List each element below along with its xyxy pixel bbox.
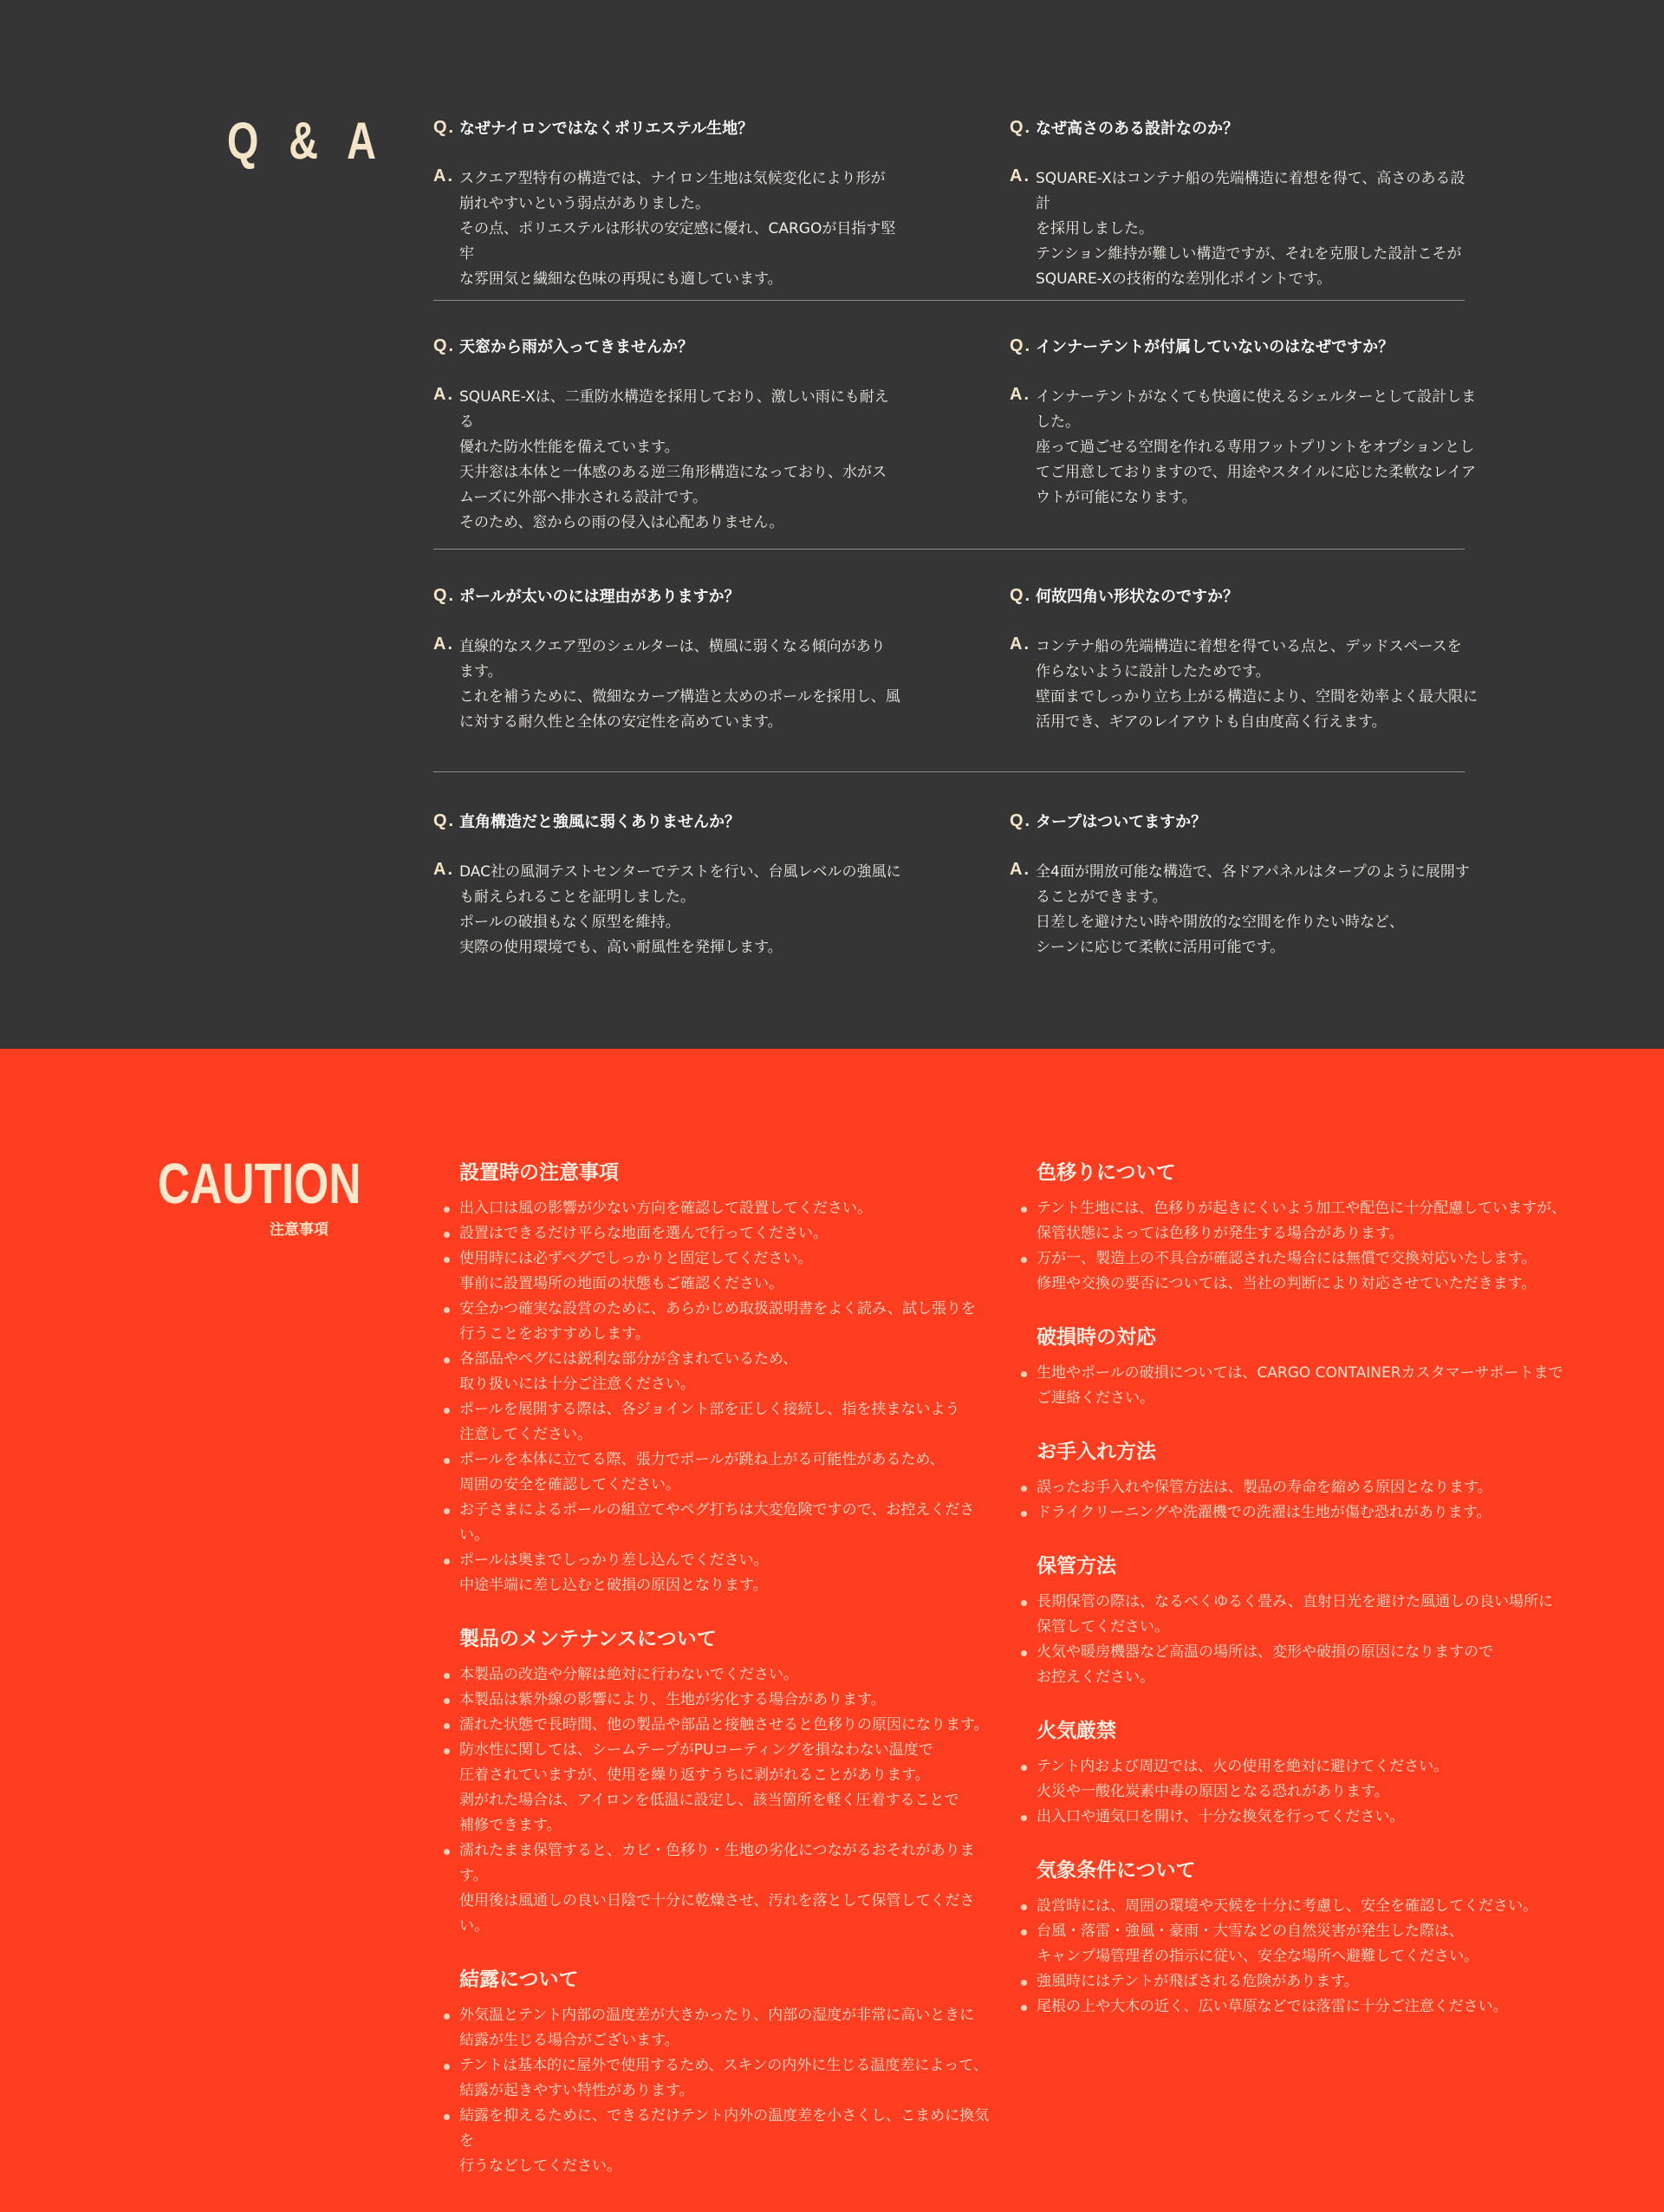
caution-section-block: [442, 1965, 997, 2179]
q-marker: Q.: [433, 118, 456, 137]
bullet-dot-icon: [1021, 1486, 1027, 1492]
caution-item-text: 本製品の改造や分解は絶対に行わないでください。: [459, 1666, 798, 1683]
caution-list-item: [442, 1221, 997, 1246]
bullet-dot-icon: [1021, 1815, 1027, 1821]
a-marker: A.: [1010, 860, 1030, 879]
caution-section-block: [1019, 1437, 1574, 1526]
q-marker: Q.: [433, 336, 456, 355]
caution-list: [1019, 1361, 1574, 1411]
caution-item-text: 出入口や通気口を開け、十分な換気を行ってください。: [1037, 1808, 1405, 1825]
caution-list-item: [442, 1347, 997, 1397]
q-marker: Q.: [433, 586, 456, 605]
caution-heading: お手入れ方法: [1037, 1441, 1156, 1463]
caution-section-block: [1019, 1856, 1574, 2020]
caution-heading: 破損時の対応: [1037, 1326, 1156, 1349]
q-marker: Q.: [1010, 118, 1032, 137]
caution-item-text: 本製品は紫外線の影響により、生地が劣化する場合があります。: [459, 1691, 886, 1708]
bullet-dot-icon: [444, 1849, 450, 1855]
caution-list: [1019, 1475, 1574, 1526]
caution-list-item: [1019, 1805, 1574, 1830]
caution-subtitle: 注意事項: [270, 1221, 328, 1239]
qa-item: [433, 586, 901, 735]
question-text: ポールが太いのには理由がありますか？: [459, 588, 740, 606]
caution-column-left: [442, 1158, 997, 2205]
bullet-dot-icon: [444, 1748, 450, 1754]
caution-heading: 保管方法: [1037, 1555, 1116, 1578]
q-marker: Q.: [1010, 811, 1032, 830]
caution-item-text: 出入口は風の影響が少ない方向を確認して設置してください。: [459, 1200, 872, 1217]
caution-column-right: [1019, 1158, 1574, 2046]
caution-list: [442, 2003, 997, 2179]
caution-list-item: [442, 1246, 997, 1297]
caution-item-text: ポールは奥までしっかり差し込んでください。 中途半端に差し込むと破損の原因となります。: [459, 1552, 769, 1594]
bullet-dot-icon: [1021, 1600, 1027, 1606]
caution-list-item: [1019, 1894, 1574, 1919]
caution-list-item: [1019, 1475, 1574, 1500]
caution-item-text: 生地やポールの破損については、CARGO CONTAINERカスタマーサポートまで ご連絡ください。: [1037, 1364, 1563, 1407]
caution-item-text: 設営時には、周囲の環境や天候を十分に考慮し、安全を確認してください。: [1037, 1897, 1537, 1915]
caution-item-text: テント内および周辺では、火の使用を絶対に避けてください。 火災や一酸化炭素中毒の原因となる恐れがあります。: [1037, 1758, 1449, 1800]
qa-item: [433, 118, 901, 292]
bullet-dot-icon: [1021, 1980, 1027, 1986]
qa-divider: [433, 771, 1465, 772]
question-line: [433, 336, 901, 359]
qa-section: [0, 0, 1664, 1049]
caution-list: [1019, 1590, 1574, 1690]
caution-list-item: [442, 1662, 997, 1688]
answer-line: [433, 166, 901, 292]
caution-list-item: [1019, 1919, 1574, 1969]
a-marker: A.: [1010, 385, 1030, 404]
bullet-dot-icon: [1021, 1929, 1027, 1936]
caution-list-item: [1019, 1994, 1574, 2020]
caution-list-item: [442, 2053, 997, 2104]
answer-text: DAC社の風洞テストセンターでテストを行い、台風レベルの強風に も耐えられることを証明しました。 ポールの破損もなく原型を維持。 実際の使用環境でも、高い耐風性を発揮します。: [459, 863, 901, 956]
a-marker: A.: [1010, 166, 1030, 185]
caution-heading: 色移りについて: [1037, 1161, 1176, 1184]
bullet-dot-icon: [444, 1673, 450, 1679]
caution-item-text: 濡れたまま保管すると、カビ・色移り・生地の劣化につながるおそれがあります。 使用後は風通しの良い日陰で十分に乾燥させ、汚れを落として保管してください。: [459, 1842, 975, 1935]
answer-line: [1010, 385, 1478, 511]
caution-list-item: [1019, 1969, 1574, 1994]
bullet-dot-icon: [444, 2014, 450, 2020]
bullet-dot-icon: [444, 1458, 450, 1464]
caution-title: CAUTION: [158, 1151, 361, 1215]
caution-list: [1019, 1894, 1574, 2020]
caution-list-item: [1019, 1500, 1574, 1526]
bullet-dot-icon: [1021, 1650, 1027, 1656]
answer-text: SQUARE-Xはコンテナ船の先端構造に着想を得て、高さのある設計 を採用しました。 テンション維持が難しい構造ですが、それを克服した設計こそが SQUARE-Xの技術的な差別化ポイントです。: [1036, 170, 1466, 288]
question-text: インナーテントが付属していないのはなぜですか？: [1036, 338, 1394, 356]
caution-item-text: 誤ったお手入れや保管方法は、製品の寿命を縮める原因となります。: [1037, 1479, 1492, 1496]
caution-item-text: 濡れた状態で長時間、他の製品や部品と接触させると色移りの原因になります。: [459, 1716, 989, 1734]
answer-text: コンテナ船の先端構造に着想を得ている点と、デッドスペースを 作らないように設計したためです。 壁面までしっかり立ち上がる構造により、空間を効率よく最大限に 活用でき、ギアのレイアウトも自由度高く行えます。: [1036, 638, 1478, 731]
bullet-dot-icon: [444, 1558, 450, 1565]
caution-item-text: ポールを展開する際は、各ジョイント部を正しく接続し、指を挟まないよう 注意してください。: [459, 1401, 960, 1443]
qa-item: [433, 336, 901, 536]
answer-line: [1010, 860, 1478, 960]
caution-list-item: [442, 1738, 997, 1838]
caution-list: [442, 1196, 997, 1598]
a-marker: A.: [433, 385, 454, 404]
bullet-dot-icon: [1021, 1511, 1027, 1517]
caution-item-text: 火気や暖房機器など高温の場所は、変形や破損の原因になりますので お控えください。: [1037, 1643, 1493, 1686]
q-marker: Q.: [433, 811, 456, 830]
caution-item-text: ドライクリーニングや洗濯機での洗濯は生地が傷む恐れがあります。: [1037, 1504, 1492, 1521]
caution-list-item: [442, 1498, 997, 1548]
caution-item-text: 安全かつ確実な設営のために、あらかじめ取扱説明書をよく読み、試し張りを 行うことをおすすめします。: [459, 1300, 977, 1343]
question-line: [1010, 811, 1478, 834]
answer-text: スクエア型特有の構造では、ナイロン生地は気候変化により形が 崩れやすいという弱点がありました。 その点、ポリエステルは形状の安定感に優れ、CARGOが目指す堅牢 な雰囲気と繊細な色味の再現にも適しています。: [459, 170, 896, 288]
bullet-dot-icon: [1021, 1904, 1027, 1910]
bullet-dot-icon: [444, 1508, 450, 1514]
caution-list-item: [442, 1838, 997, 1939]
qa-divider: [433, 300, 1465, 301]
caution-item-text: 設置はできるだけ平らな地面を選んで行ってください。: [459, 1225, 828, 1242]
caution-list-item: [442, 2003, 997, 2053]
question-line: [433, 118, 901, 140]
caution-item-text: 万が一、製造上の不具合が確認された場合には無償で交換対応いたします。 修理や交換の要否については、当社の判断により対応させていただきます。: [1037, 1250, 1537, 1292]
caution-section-block: [1019, 1716, 1574, 1830]
caution-item-text: 各部品やペグには鋭利な部分が含まれているため、 取り扱いには十分ご注意ください。: [459, 1350, 798, 1393]
caution-list-item: [1019, 1196, 1574, 1246]
question-text: 天窓から雨が入ってきませんか？: [459, 338, 693, 356]
bullet-dot-icon: [1021, 1207, 1027, 1213]
caution-list-item: [1019, 1640, 1574, 1690]
question-text: 直角構造だと強風に弱くありませんか？: [459, 813, 740, 831]
caution-item-text: ポールを本体に立てる際、張力でポールが跳ね上がる可能性があるため、 周囲の安全を確認してください。: [459, 1451, 945, 1493]
caution-item-text: 強風時にはテントが飛ばされる危険があります。: [1037, 1973, 1359, 1990]
bullet-dot-icon: [444, 1723, 450, 1729]
caution-list-item: [442, 1448, 997, 1498]
caution-list-item: [442, 1196, 997, 1221]
caution-list-item: [1019, 1754, 1574, 1805]
caution-list: [442, 1662, 997, 1939]
bullet-dot-icon: [444, 1307, 450, 1313]
a-marker: A.: [433, 860, 454, 879]
bullet-dot-icon: [444, 1698, 450, 1704]
qa-item: [1010, 118, 1478, 292]
caution-item-text: 尾根の上や大木の近く、広い草原などでは落雷に十分ご注意ください。: [1037, 1998, 1508, 2015]
a-marker: A.: [1010, 634, 1030, 654]
caution-section-block: [442, 1624, 997, 1939]
bullet-dot-icon: [444, 1207, 450, 1213]
caution-list-item: [1019, 1590, 1574, 1640]
question-line: [1010, 118, 1478, 140]
caution-heading: 設置時の注意事項: [459, 1161, 619, 1184]
caution-section-block: [1019, 1323, 1574, 1411]
caution-section-block: [1019, 1552, 1574, 1690]
caution-list-item: [442, 1713, 997, 1738]
caution-item-text: 防水性に関しては、シームテープがPUコーティングを損なわない温度で 圧着されていますが、使用を繰り返すうちに剥がれることがあります。 剥がれた場合は、アイロンを低温に設定し、該当箇所を軽く圧着することで 補修できます。: [459, 1741, 959, 1834]
question-text: なぜ高さのある設計なのか？: [1036, 120, 1238, 138]
caution-item-text: テント生地には、色移りが起きにくいよう加工や配色に十分配慮していますが、 保管状態によっては色移りが発生する場合があります。: [1037, 1200, 1567, 1242]
question-line: [1010, 336, 1478, 359]
bullet-dot-icon: [444, 1257, 450, 1263]
caution-list-item: [442, 2104, 997, 2179]
caution-list-item: [442, 1297, 997, 1347]
qa-title: Q & A: [227, 112, 386, 170]
qa-item: [433, 811, 901, 960]
bullet-dot-icon: [444, 1232, 450, 1238]
caution-heading: 火気厳禁: [1037, 1720, 1116, 1742]
q-marker: Q.: [1010, 336, 1032, 355]
caution-list-item: [1019, 1361, 1574, 1411]
caution-item-text: 台風・落雷・強風・豪雨・大雪などの自然災害が発生した際は、 キャンプ場管理者の指示に従い、安全な場所へ避難してください。: [1037, 1922, 1479, 1965]
answer-line: [433, 860, 901, 960]
caution-list-item: [442, 1688, 997, 1713]
caution-heading: 気象条件について: [1037, 1859, 1196, 1882]
answer-text: 全4面が開放可能な構造で、各ドアパネルはタープのように展開す ることができます。 日差しを避けたい時や開放的な空間を作りたい時など、 シーンに応じて柔軟に活用可能です。: [1036, 863, 1470, 956]
caution-item-text: テントは基本的に屋外で使用するため、スキンの内外に生じる温度差によって、 結露が起きやすい特性があります。: [459, 2057, 988, 2099]
bullet-dot-icon: [444, 1357, 450, 1363]
question-line: [433, 811, 901, 834]
answer-line: [1010, 634, 1478, 735]
caution-section: [0, 1049, 1664, 2212]
question-text: 何故四角い形状なのですか？: [1036, 588, 1238, 606]
caution-item-text: お子さまによるポールの組立てやペグ打ちは大変危険ですので、お控えください。: [459, 1501, 975, 1544]
bullet-dot-icon: [444, 2114, 450, 2120]
bullet-dot-icon: [1021, 2005, 1027, 2011]
question-line: [433, 586, 901, 608]
answer-line: [1010, 166, 1478, 292]
caution-list-item: [442, 1397, 997, 1448]
caution-list: [1019, 1196, 1574, 1297]
caution-heading: 製品のメンテナンスについて: [459, 1628, 717, 1650]
answer-text: インナーテントがなくても快適に使えるシェルターとして設計しま した。 座って過ごせる空間を作れる専用フットプリントをオプションとし てご用意しておりますので、用途やスタイルに応じた柔軟なレイア ウトが可能になります。: [1036, 388, 1477, 506]
caution-list-item: [442, 1548, 997, 1598]
answer-line: [433, 385, 901, 536]
answer-line: [433, 634, 901, 735]
bullet-dot-icon: [444, 2064, 450, 2070]
caution-list-item: [1019, 1246, 1574, 1297]
caution-item-text: 使用時には必ずペグでしっかりと固定してください。 事前に設置場所の地面の状態もご確認ください。: [459, 1250, 813, 1292]
caution-heading: 結露について: [459, 1968, 579, 1991]
answer-text: SQUARE-Xは、二重防水構造を採用しており、激しい雨にも耐える 優れた防水性能を備えています。 天井窓は本体と一体感のある逆三角形構造になっており、水がス ムーズに外部へ排水される設計です。 そのため、窓からの雨の侵入は心配ありません。: [459, 388, 889, 531]
question-text: タープはついてますか？: [1036, 813, 1207, 831]
caution-list: [1019, 1754, 1574, 1830]
q-marker: Q.: [1010, 586, 1032, 605]
qa-item: [1010, 811, 1478, 960]
bullet-dot-icon: [1021, 1371, 1027, 1377]
qa-divider: [433, 549, 1465, 550]
answer-text: 直線的なスクエア型のシェルターは、横風に弱くなる傾向があり ます。 これを補うために、微細なカーブ構造と太めのポールを採用し、風 に対する耐久性と全体の安定性を高めています。: [459, 638, 900, 731]
bullet-dot-icon: [444, 1408, 450, 1414]
a-marker: A.: [433, 166, 454, 185]
caution-item-text: 長期保管の際は、なるべくゆるく畳み、直射日光を避けた風通しの良い場所に 保管してください。: [1037, 1593, 1554, 1636]
bullet-dot-icon: [1021, 1765, 1027, 1771]
caution-section-block: [442, 1158, 997, 1598]
qa-item: [1010, 336, 1478, 511]
caution-item-text: 結露を抑えるために、できるだけテント内外の温度差を小さくし、こまめに換気を 行うなどしてください。: [459, 2107, 990, 2175]
caution-item-text: 外気温とテント内部の温度差が大きかったり、内部の湿度が非常に高いときに 結露が生じる場合がございます。: [459, 2007, 975, 2049]
question-line: [1010, 586, 1478, 608]
a-marker: A.: [433, 634, 454, 654]
qa-item: [1010, 586, 1478, 735]
question-text: なぜナイロンではなくポリエステル生地？: [459, 120, 754, 138]
caution-section-block: [1019, 1158, 1574, 1297]
bullet-dot-icon: [1021, 1257, 1027, 1263]
